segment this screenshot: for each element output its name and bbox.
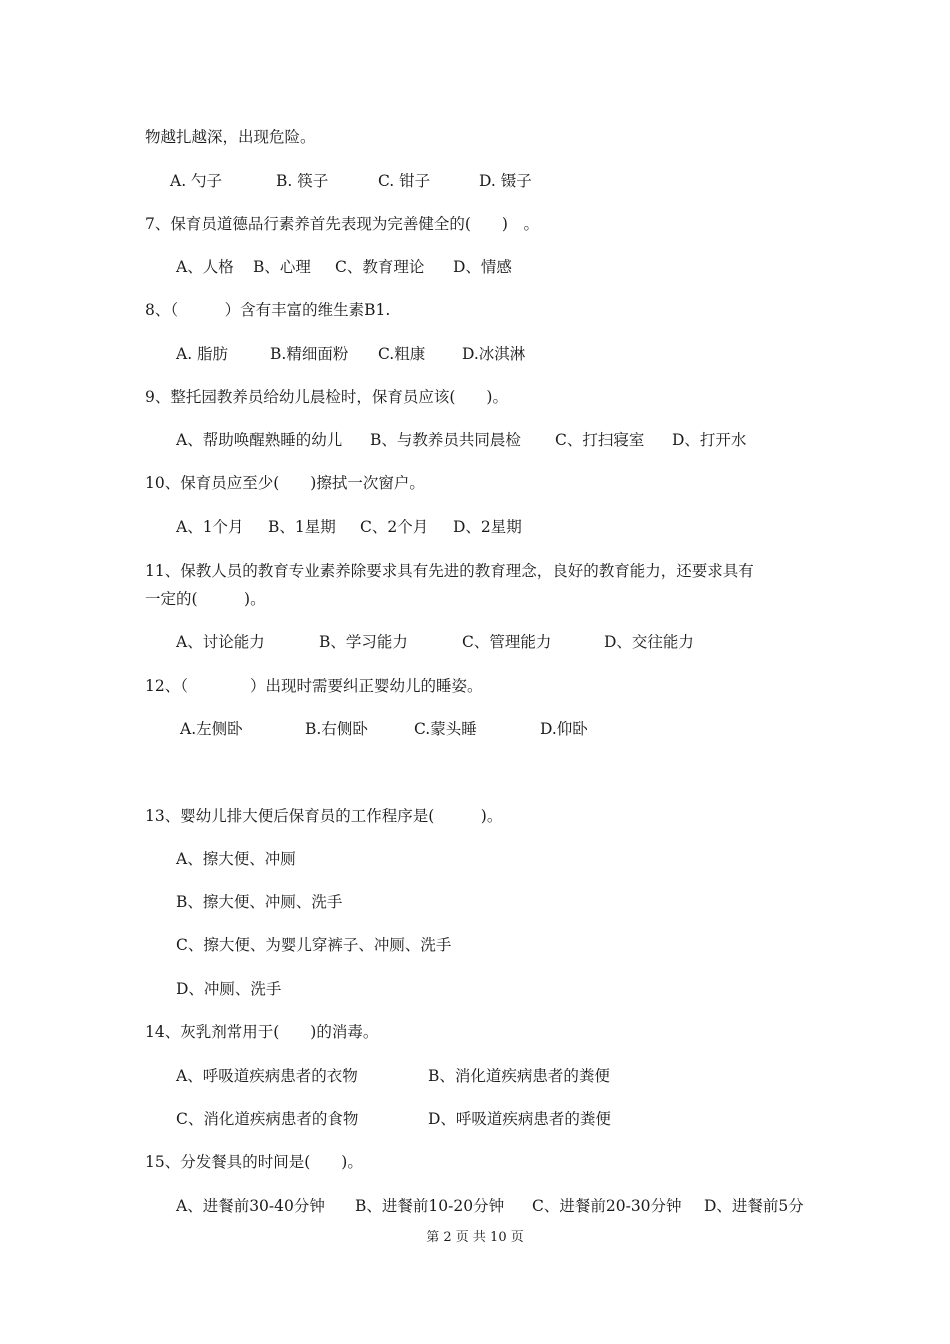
option-a: A、进餐前30-40分钟: [176, 1197, 325, 1215]
option-c: C.蒙头睡: [414, 720, 477, 738]
option-d: D、打开水: [672, 431, 747, 449]
option-d: D、呼吸道疾病患者的粪便: [428, 1110, 611, 1128]
option-c: C、进餐前20-30分钟: [532, 1197, 682, 1215]
question-11-line1: 11、保教人员的教育专业素养除要求具有先进的教育理念，良好的教育能力，还要求具有: [145, 562, 754, 580]
question-13: 13、婴幼儿排大便后保育员的工作程序是( )。: [145, 807, 503, 825]
option-a: A、呼吸道疾病患者的衣物: [176, 1067, 358, 1085]
question-7: 7、保育员道德品行素养首先表现为完善健全的( ) 。: [145, 215, 539, 233]
option-d: D.仰卧: [540, 720, 588, 738]
question-9: 9、整托园教养员给幼儿晨检时，保育员应该( )。: [145, 388, 508, 406]
option-c: C. 钳子: [378, 172, 431, 190]
option-b: B.精细面粉: [270, 345, 349, 363]
question-15: 15、分发餐具的时间是( )。: [145, 1153, 363, 1171]
option-c: C、教育理论: [335, 258, 425, 276]
option-b: B、擦大便、冲厕、洗手: [176, 893, 343, 911]
option-d: D、情感: [453, 258, 512, 276]
option-a: A、1个月: [176, 518, 244, 536]
page-footer: 第 2 页 共 10 页: [426, 1230, 524, 1245]
option-a: A.左侧卧: [180, 720, 243, 738]
question-10: 10、保育员应至少( )擦拭一次窗户。: [145, 474, 425, 492]
option-b: B、学习能力: [319, 633, 408, 651]
option-c: C、擦大便、为婴儿穿裤子、冲厕、洗手: [176, 936, 452, 954]
option-c: C、消化道疾病患者的食物: [176, 1110, 359, 1128]
option-b: B、消化道疾病患者的粪便: [428, 1067, 610, 1085]
option-a: A、帮助唤醒熟睡的幼儿: [176, 431, 343, 449]
question-11-line2: 一定的( )。: [145, 590, 266, 608]
question-12: 12、（ ）出现时需要纠正婴幼儿的睡姿。: [145, 677, 483, 695]
option-b: B.右侧卧: [305, 720, 368, 738]
option-d: D、冲厕、洗手: [176, 980, 282, 998]
option-a: A. 脂肪: [176, 345, 229, 363]
option-a: A. 勺子: [170, 172, 223, 190]
option-a: A、讨论能力: [176, 633, 265, 651]
question-8: 8、（ ）含有丰富的维生素B1.: [145, 301, 391, 319]
option-a: A、擦大便、冲厕: [176, 850, 296, 868]
option-c: C、管理能力: [462, 633, 552, 651]
option-b: B、与教养员共同晨检: [370, 431, 521, 449]
option-d: D、进餐前5分: [704, 1197, 804, 1215]
option-d: D.冰淇淋: [462, 345, 526, 363]
option-b: B. 筷子: [276, 172, 329, 190]
question-continuation: 物越扎越深，出现危险。: [145, 128, 316, 146]
option-c: C、2个月: [360, 518, 429, 536]
option-d: D. 镊子: [479, 172, 532, 190]
option-b: B、1星期: [268, 518, 336, 536]
option-a: A、人格: [176, 258, 234, 276]
option-b: B、心理: [253, 258, 311, 276]
option-d: D、交往能力: [604, 633, 694, 651]
option-b: B、进餐前10-20分钟: [355, 1197, 505, 1215]
option-d: D、2星期: [453, 518, 522, 536]
option-c: C.粗康: [378, 345, 426, 363]
question-14: 14、灰乳剂常用于( )的消毒。: [145, 1023, 379, 1041]
option-c: C、打扫寝室: [555, 431, 645, 449]
